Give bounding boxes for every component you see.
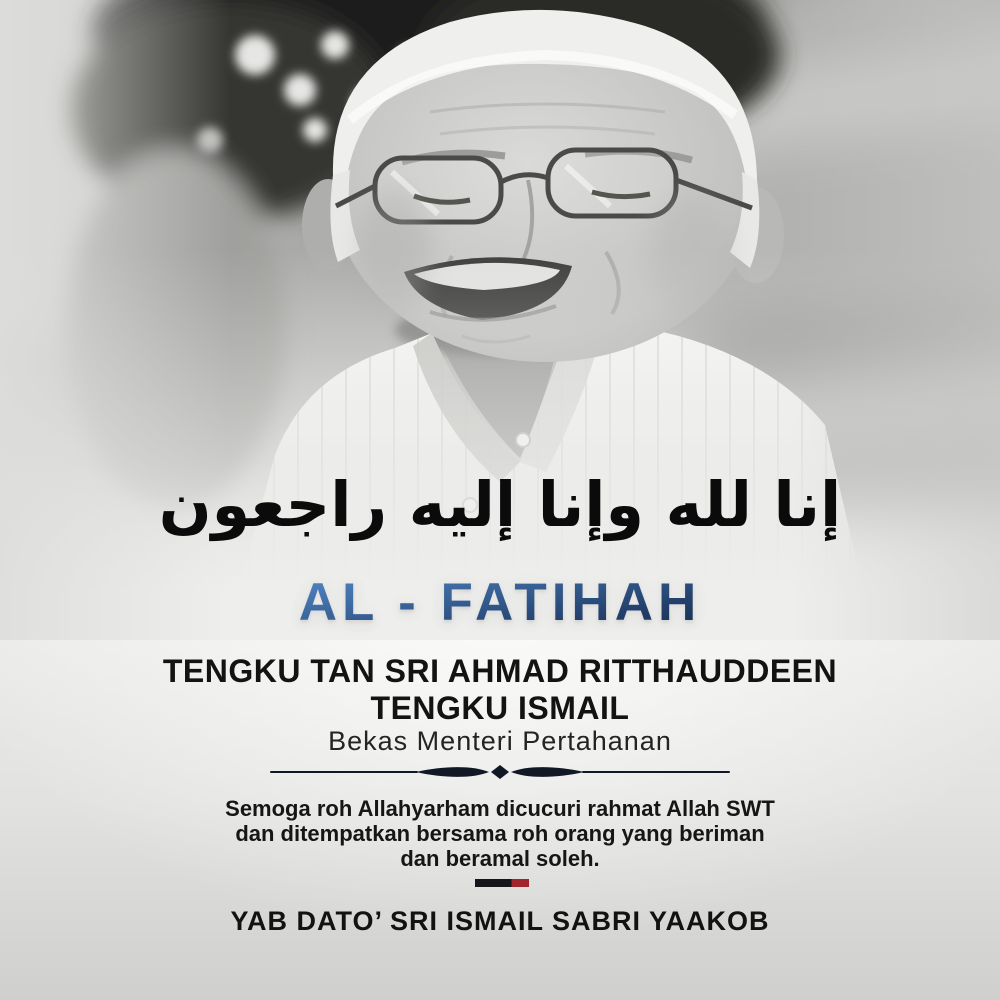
message-line1: Semoga roh Allahyarham dicucuri rahmat Allah SWT (225, 796, 775, 821)
message-line3: dan beramal soleh. (400, 846, 600, 871)
signatory-name: YAB DATO’ SRI ISMAIL SABRI YAAKOB (230, 906, 770, 936)
deceased-role: Bekas Menteri Pertahanan (328, 726, 672, 756)
flag-accent-bar (475, 879, 529, 887)
deceased-name-line1: TENGKU TAN SRI AHMAD RITTHAUDDEEN (162, 653, 838, 689)
message-line2: dan ditempatkan bersama roh orang yang beriman (235, 821, 765, 846)
deceased-name (0, 653, 1000, 727)
deceased-name-line2: TENGKU ISMAIL (370, 690, 630, 726)
title-al-fatihah: AL - FATIHAH (0, 570, 1000, 636)
arabic-calligraphy: إنا لله وإنا إليه راجعون (158, 468, 842, 541)
divider-ornament (270, 764, 730, 780)
ornamental-divider (0, 764, 1000, 780)
condolence-message (0, 796, 1000, 871)
